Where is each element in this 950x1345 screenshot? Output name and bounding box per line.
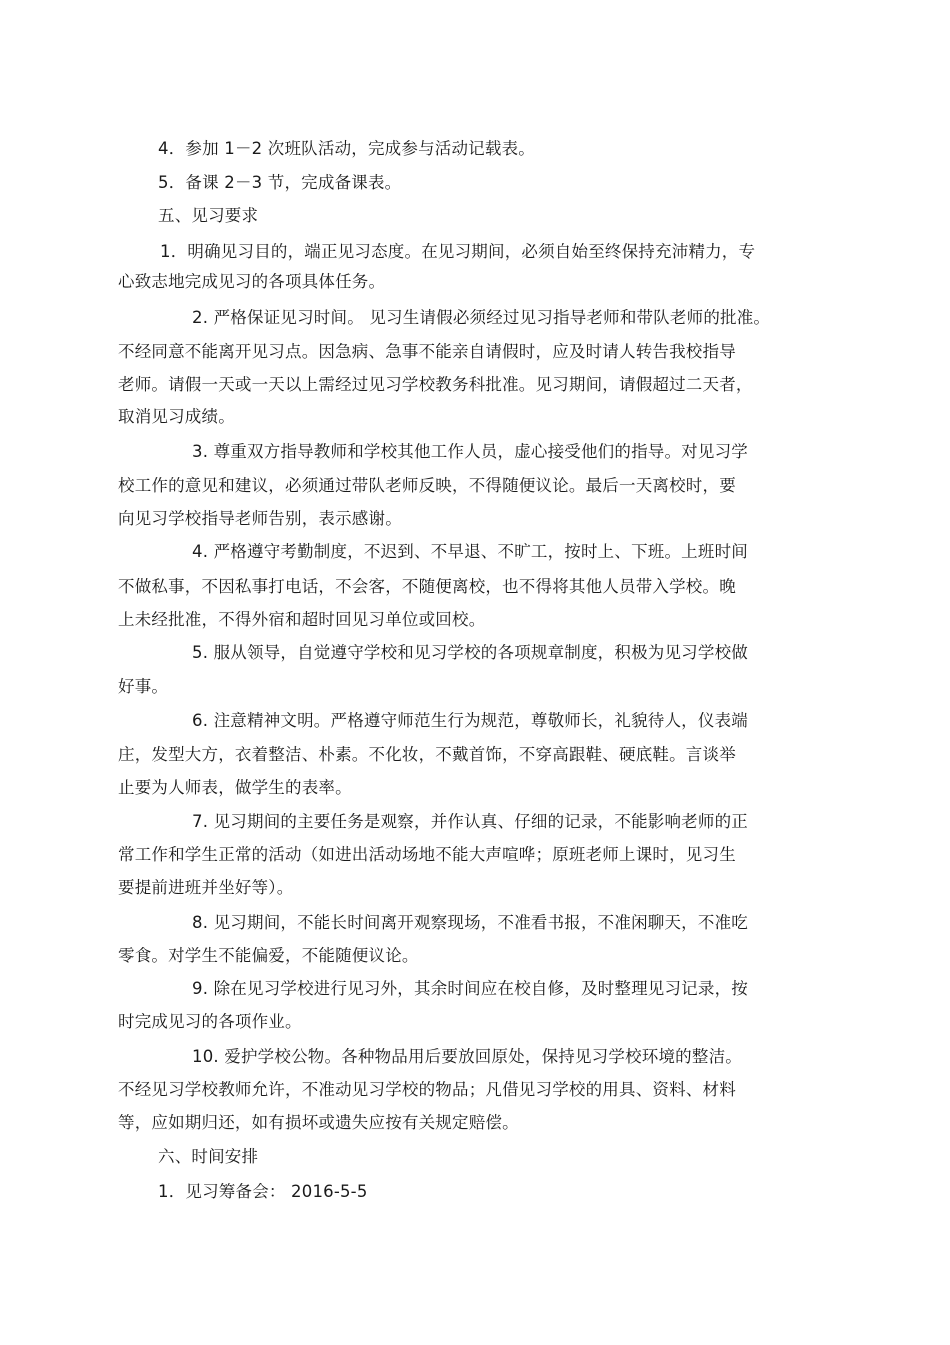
paragraph-line: 5. 服从领导，自觉遵守学校和见习学校的各项规章制度，积极为见习学校做 bbox=[192, 643, 748, 662]
paragraph-line: 上未经批准，不得外宿和超时回见习单位或回校。 bbox=[118, 610, 486, 629]
section-heading-requirements: 五、见习要求 bbox=[158, 206, 259, 225]
paragraph-line: 2. 严格保证见习时间。 见习生请假必须经过见习指导老师和带队老师的批准。 bbox=[192, 308, 771, 327]
paragraph-line: 9. 除在见习学校进行见习外，其余时间应在校自修，及时整理见习记录，按 bbox=[192, 979, 748, 998]
paragraph-line: 3. 尊重双方指导教师和学校其他工作人员，虚心接受他们的指导。对见习学 bbox=[192, 442, 748, 461]
paragraph-line: 不做私事，不因私事打电话，不会客，不随便离校，也不得将其他人员带入学校。晚 bbox=[118, 577, 736, 596]
paragraph-line: 常工作和学生正常的活动（如进出活动场地不能大声喧哗；原班老师上课时，见习生 bbox=[118, 845, 736, 864]
schedule-item-prep-meeting: 1．见习筹备会： 2016-5-5 bbox=[158, 1182, 368, 1201]
paragraph-line: 不经同意不能离开见习点。因急病、急事不能亲自请假时，应及时请人转告我校指导 bbox=[118, 342, 736, 361]
paragraph-line: 向见习学校指导老师告别，表示感谢。 bbox=[118, 509, 402, 528]
list-item-lesson-prep: 5．备课 2－3 节，完成备课表。 bbox=[158, 173, 402, 192]
paragraph-line: 庄，发型大方，衣着整洁、朴素。不化妆，不戴首饰，不穿高跟鞋、硬底鞋。言谈举 bbox=[118, 745, 736, 764]
paragraph-line: 老师。请假一天或一天以上需经过见习学校教务科批准。见习期间，请假超过二天者， bbox=[118, 375, 753, 394]
section-heading-schedule: 六、时间安排 bbox=[158, 1147, 259, 1166]
paragraph-line: 心致志地完成见习的各项具体任务。 bbox=[118, 272, 386, 291]
paragraph-line: 不经见习学校教师允许，不准动见习学校的物品；凡借见习学校的用具、资料、材料 bbox=[118, 1080, 736, 1099]
paragraph-line: 等，应如期归还，如有损坏或遗失应按有关规定赔偿。 bbox=[118, 1113, 519, 1132]
paragraph-line: 6. 注意精神文明。严格遵守师范生行为规范，尊敬师长，礼貌待人，仪表端 bbox=[192, 711, 748, 730]
paragraph-line: 7. 见习期间的主要任务是观察，并作认真、仔细的记录，不能影响老师的正 bbox=[192, 812, 748, 831]
paragraph-line: 止要为人师表，做学生的表率。 bbox=[118, 778, 352, 797]
list-item-class-activity: 4．参加 1－2 次班队活动，完成参与活动记载表。 bbox=[158, 139, 535, 158]
paragraph-line: 1．明确见习目的，端正见习态度。在见习期间，必须自始至终保持充沛精力，专 bbox=[160, 242, 756, 261]
paragraph-line: 好事。 bbox=[118, 677, 169, 696]
paragraph-line: 时完成见习的各项作业。 bbox=[118, 1012, 302, 1031]
paragraph-line: 4. 严格遵守考勤制度，不迟到、不早退、不旷工，按时上、下班。上班时间 bbox=[192, 542, 748, 561]
paragraph-line: 取消见习成绩。 bbox=[118, 407, 235, 426]
paragraph-line: 零食。对学生不能偏爱，不能随便议论。 bbox=[118, 946, 419, 965]
paragraph-line: 校工作的意见和建议，必须通过带队老师反映，不得随便议论。最后一天离校时，要 bbox=[118, 476, 736, 495]
paragraph-line: 8. 见习期间，不能长时间离开观察现场，不准看书报，不准闲聊天，不准吃 bbox=[192, 913, 748, 932]
paragraph-line: 要提前进班并坐好等）。 bbox=[118, 878, 294, 897]
paragraph-line: 10. 爱护学校公物。各种物品用后要放回原处，保持见习学校环境的整洁。 bbox=[192, 1047, 742, 1066]
